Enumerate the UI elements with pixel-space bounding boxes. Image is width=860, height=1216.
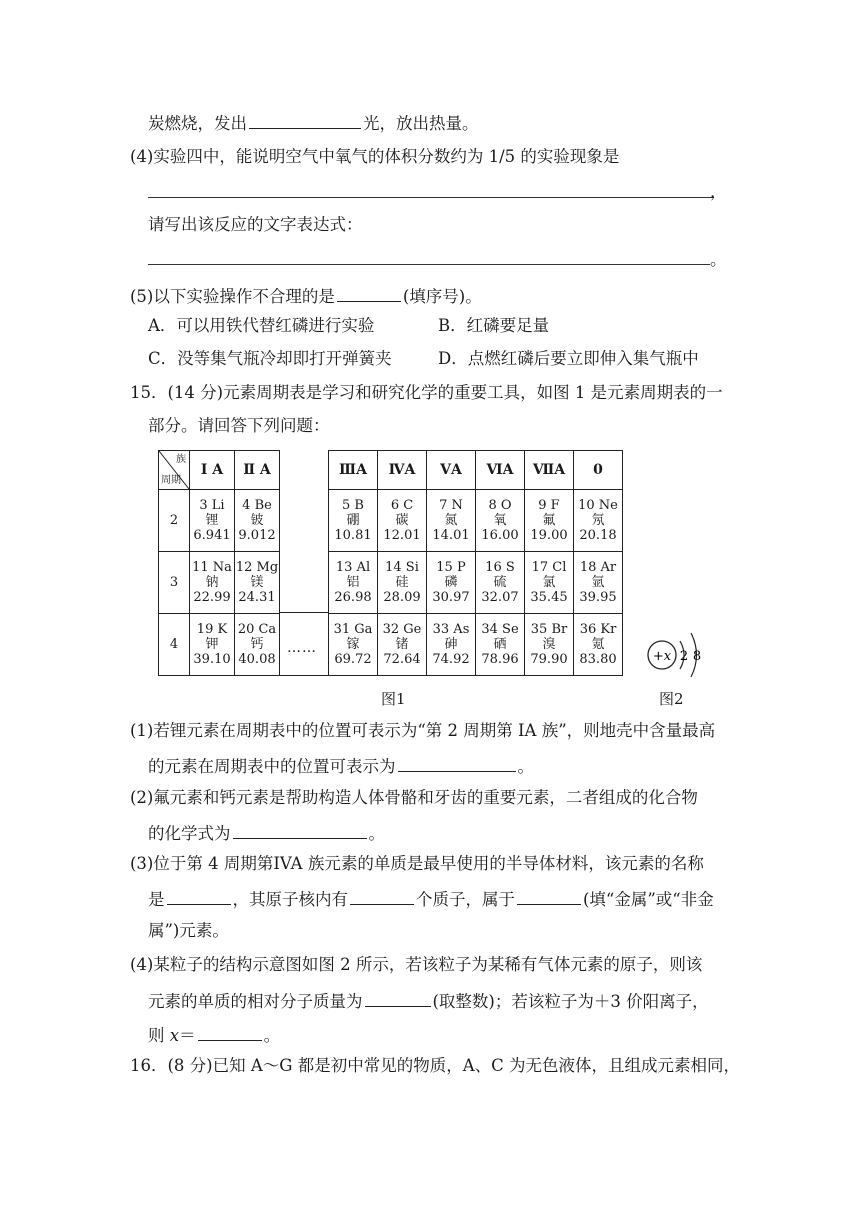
element-name: 镁 — [250, 575, 264, 590]
element-mass: 30.97 — [432, 590, 470, 605]
element-cell — [235, 552, 280, 614]
element-cell — [378, 552, 427, 614]
text-fragment: ＝ — [179, 1026, 196, 1045]
text-fragment: 元素的单质的相对分子质量为 — [148, 992, 363, 1011]
period-number: 3 — [159, 552, 190, 614]
element-cell — [525, 552, 574, 614]
subquestion-4-end — [148, 1022, 280, 1047]
subquestion-4-cont — [148, 988, 709, 1013]
element-mass: 22.99 — [193, 590, 231, 605]
answer-blank[interactable] — [233, 820, 367, 839]
question-4-prompt: (4)实验四中，能说明空气中氧气的体积分数约为 1/5 的实验现象是 — [130, 147, 620, 166]
text-fragment: 。 — [368, 824, 385, 843]
element-mass: 16.00 — [481, 528, 519, 543]
element-symbol: 10 Ne — [578, 498, 618, 513]
question-15-header: 15．(14 分)元素周期表是学习和研究化学的重要工具，如图 1 是元素周期表的一 — [130, 383, 723, 402]
element-name: 硼 — [346, 513, 360, 528]
periodic-table-left — [158, 450, 280, 676]
shell-electrons: 8 — [692, 649, 702, 664]
element-cell — [378, 490, 427, 552]
element-symbol: 31 Ga — [333, 622, 373, 637]
element-symbol: 5 B — [342, 498, 364, 513]
element-mass: 6.941 — [193, 528, 231, 543]
element-mass: 39.95 — [579, 590, 617, 605]
element-cell — [427, 552, 476, 614]
element-name: 碳 — [395, 513, 409, 528]
element-symbol: 6 C — [390, 498, 414, 513]
element-symbol: 34 Se — [481, 622, 519, 637]
element-name: 硫 — [493, 575, 507, 590]
question-16-header: 16．(8 分)已知 A～G 都是初中常见的物质，A、C 为无色液体，且组成元素相同， — [130, 1056, 740, 1075]
element-cell — [329, 490, 378, 552]
figure-1-label: 图1 — [381, 690, 406, 708]
element-mass: 83.80 — [579, 652, 617, 667]
answer-line[interactable] — [148, 264, 710, 265]
element-mass: 39.10 — [193, 652, 231, 667]
element-cell — [329, 614, 378, 676]
element-cell — [574, 490, 623, 552]
shell-electrons: 2 — [679, 649, 689, 664]
element-cell — [525, 614, 574, 676]
group-header: 0 — [574, 451, 623, 490]
table-row-connector — [280, 612, 328, 613]
element-symbol: 14 Si — [385, 560, 419, 575]
element-name: 钠 — [205, 575, 219, 590]
element-symbol: 35 Br — [530, 622, 568, 637]
answer-blank[interactable] — [198, 1022, 262, 1041]
text-fragment: 。 — [263, 1026, 281, 1045]
element-name: 镓 — [346, 637, 360, 652]
element-symbol: 19 K — [196, 622, 228, 637]
element-symbol: 15 P — [436, 560, 466, 575]
element-name: 氧 — [493, 513, 507, 528]
element-symbol: 7 N — [439, 498, 463, 513]
element-cell — [427, 614, 476, 676]
subquestion-3: (3)位于第 4 周期第IVA 族元素的单质是最早使用的半导体材料，该元素的名称 — [130, 854, 704, 873]
subquestion-3-cont — [148, 886, 714, 911]
element-name: 钙 — [250, 637, 264, 652]
element-name: 氟 — [542, 513, 556, 528]
element-symbol: 32 Ge — [382, 622, 422, 637]
group-header: ⅣA — [378, 451, 427, 490]
element-mass: 14.01 — [432, 528, 470, 543]
element-cell — [235, 490, 280, 552]
element-mass: 19.00 — [530, 528, 568, 543]
option-c: C．没等集气瓶冷却即打开弹簧夹 — [148, 349, 392, 368]
element-name: 砷 — [444, 637, 458, 652]
element-name: 氮 — [444, 513, 458, 528]
text-fragment: (填“金属”或“非金 — [583, 890, 714, 909]
answer-blank[interactable] — [337, 283, 401, 302]
element-symbol: 8 O — [488, 498, 512, 513]
element-name: 硒 — [493, 637, 507, 652]
text-fragment: 是 — [148, 890, 165, 909]
atom-structure-diagram — [644, 624, 714, 680]
figure-2-label: 图2 — [659, 690, 684, 708]
element-symbol: 9 F — [538, 498, 560, 513]
text-fragment: ，其原子核内有 — [232, 890, 348, 909]
element-cell — [574, 614, 623, 676]
element-symbol: 20 Ca — [237, 622, 277, 637]
element-name: 氪 — [591, 637, 605, 652]
group-header: ⅢA — [329, 451, 378, 490]
element-cell — [476, 552, 525, 614]
period-number: 4 — [159, 614, 190, 676]
element-cell — [190, 490, 235, 552]
subquestion-3-end: 属”)元素。 — [148, 921, 229, 940]
option-b: B．红磷要足量 — [438, 316, 550, 335]
element-symbol: 3 Li — [199, 498, 225, 513]
element-mass: 69.72 — [334, 652, 372, 667]
option-d: D．点燃红磷后要立即伸入集气瓶中 — [438, 349, 699, 368]
text-fragment: 则 — [148, 1026, 170, 1045]
element-mass: 32.07 — [481, 590, 519, 605]
element-name: 钾 — [205, 637, 219, 652]
text-fragment: (取整数)；若该粒子为＋3 价阳离子， — [432, 992, 709, 1011]
element-name: 磷 — [444, 575, 458, 590]
element-symbol: 17 Cl — [531, 560, 567, 575]
element-name: 锂 — [205, 513, 219, 528]
text-fragment: (5)以下实验操作不合理的是 — [130, 287, 335, 306]
element-cell — [329, 552, 378, 614]
element-cell — [378, 614, 427, 676]
element-name: 硅 — [395, 575, 409, 590]
element-cell — [427, 490, 476, 552]
expression-prompt: 请写出该反应的文字表达式： — [148, 215, 363, 234]
element-mass: 12.01 — [383, 528, 421, 543]
element-cell — [476, 614, 525, 676]
element-mass: 9.012 — [238, 528, 276, 543]
element-symbol: 13 Al — [335, 560, 371, 575]
text-fragment: 炭燃烧，发出 — [148, 114, 247, 133]
answer-blank[interactable] — [249, 110, 361, 129]
answer-blank[interactable] — [398, 753, 516, 772]
element-symbol: 4 Be — [242, 498, 272, 513]
answer-blank[interactable] — [167, 886, 231, 905]
element-symbol: 11 Na — [192, 560, 232, 575]
question-5-prompt — [130, 283, 482, 308]
element-cell — [190, 614, 235, 676]
element-name: 氯 — [542, 575, 556, 590]
text-fragment: 。 — [517, 757, 534, 776]
text-fragment: 的元素在周期表中的位置可表示为 — [148, 757, 396, 776]
element-cell — [574, 552, 623, 614]
answer-blank[interactable] — [365, 988, 431, 1007]
element-mass: 40.08 — [238, 652, 276, 667]
element-mass: 74.92 — [432, 652, 470, 667]
answer-blank[interactable] — [350, 886, 414, 905]
group-label: 族 — [176, 454, 186, 465]
element-cell — [476, 490, 525, 552]
element-name: 溴 — [542, 637, 556, 652]
ellipsis: …… — [287, 640, 317, 656]
element-name: 铍 — [250, 513, 264, 528]
answer-blank[interactable] — [517, 886, 581, 905]
element-mass: 72.64 — [383, 652, 421, 667]
element-symbol: 36 Kr — [579, 622, 617, 637]
variable-x: x — [169, 1026, 180, 1045]
period-number: 2 — [159, 490, 190, 552]
element-mass: 78.96 — [481, 652, 519, 667]
question-15-header-cont: 部分。请回答下列问题： — [148, 416, 330, 435]
answer-line[interactable] — [148, 197, 714, 198]
group-header: ⅤA — [427, 451, 476, 490]
element-name: 铝 — [346, 575, 360, 590]
punctuation: ， — [710, 182, 727, 201]
group-header: ⅥA — [476, 451, 525, 490]
text-fragment: 光，放出热量。 — [363, 114, 479, 133]
nucleus-charge: +x — [652, 649, 672, 664]
element-symbol: 12 Mg — [235, 560, 279, 575]
subquestion-4: (4)某粒子的结构示意图如图 2 所示，若该粒子为某稀有气体元素的原子，则该 — [130, 955, 703, 974]
text-fragment: 的化学式为 — [148, 824, 231, 843]
subquestion-2-cont — [148, 820, 385, 845]
period-label: 周期 — [161, 475, 181, 486]
text-line — [148, 110, 479, 135]
element-symbol: 33 As — [432, 622, 470, 637]
element-mass: 35.45 — [530, 590, 568, 605]
text-fragment: (填序号)。 — [402, 287, 482, 306]
subquestion-1-cont — [148, 753, 534, 778]
element-cell — [525, 490, 574, 552]
option-a: A．可以用铁代替红磷进行实验 — [148, 316, 375, 335]
element-cell — [190, 552, 235, 614]
group-header: Ⅱ A — [235, 451, 280, 490]
element-cell — [235, 614, 280, 676]
table-corner — [159, 451, 190, 490]
element-name: 氖 — [591, 513, 605, 528]
element-name: 锗 — [395, 637, 409, 652]
element-mass: 79.90 — [530, 652, 568, 667]
element-symbol: 18 Ar — [579, 560, 617, 575]
element-mass: 28.09 — [383, 590, 421, 605]
table-bottom-connector — [280, 675, 328, 676]
element-name: 氩 — [591, 575, 605, 590]
element-mass: 26.98 — [334, 590, 372, 605]
element-symbol: 16 S — [485, 560, 515, 575]
element-mass: 20.18 — [579, 528, 617, 543]
element-mass: 24.31 — [238, 590, 276, 605]
periodic-table-right — [328, 450, 623, 676]
element-mass: 10.81 — [334, 528, 372, 543]
subquestion-1: (1)若锂元素在周期表中的位置可表示为“第 2 周期第 IA 族”，则地壳中含量最高 — [130, 721, 716, 740]
subquestion-2: (2)氟元素和钙元素是帮助构造人体骨骼和牙齿的重要元素，二者组成的化合物 — [130, 788, 698, 807]
text-fragment: 个质子，属于 — [416, 890, 515, 909]
group-header: Ⅰ A — [190, 451, 235, 490]
punctuation: 。 — [710, 250, 727, 269]
group-header: ⅦA — [525, 451, 574, 490]
